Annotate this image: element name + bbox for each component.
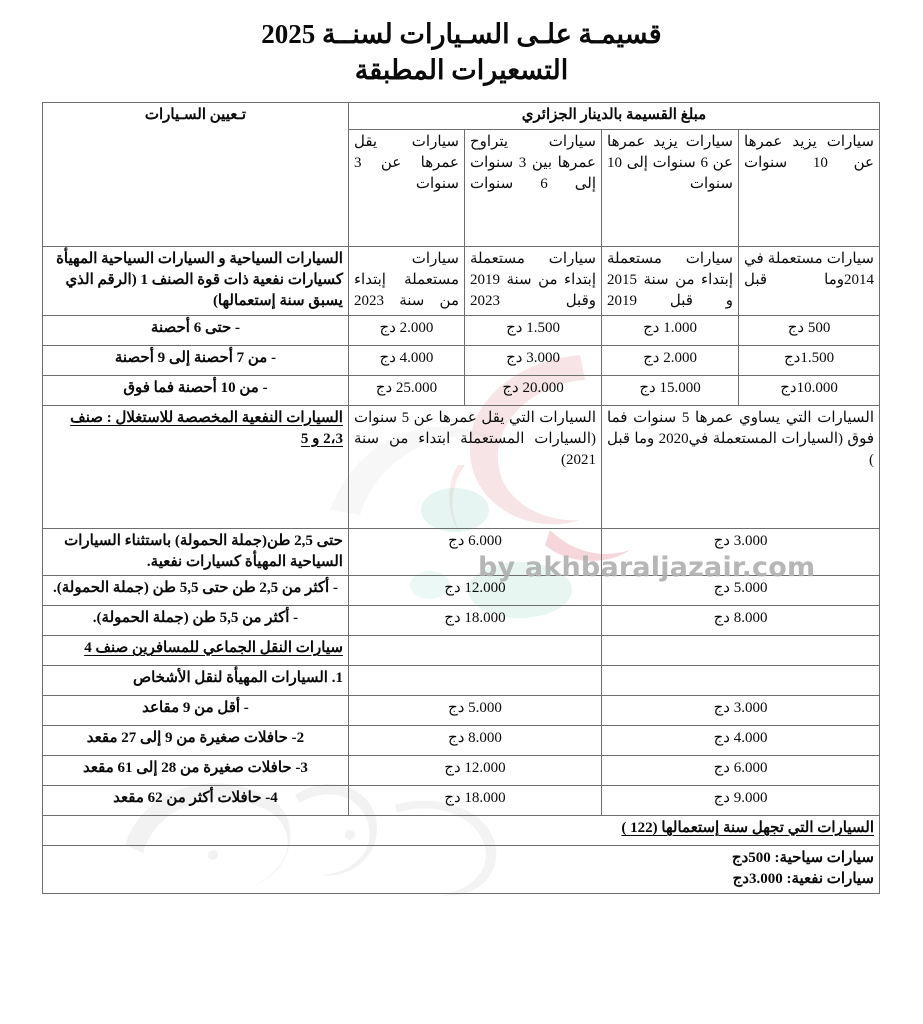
s1-r2-v1: 4.000 دج (348, 345, 464, 375)
section4-lines (42, 846, 879, 894)
s3-head-blank-2 (602, 636, 880, 666)
s3-r1-v1: 5.000 دج (348, 696, 601, 726)
s3-head-blank-1 (348, 636, 601, 666)
page-title-line-1: قسيمـة علـى السـيارات لسنــة 2025 (261, 19, 662, 49)
s3-r2-v2: 4.000 دج (602, 726, 880, 756)
s1-r3-v1: 25.000 دج (348, 375, 464, 405)
s1-r2-label: - من 7 أحصنة إلى 9 أحصنة (42, 345, 348, 375)
section1-designation: السيارات السياحية و السيارات السياحية المهيأة كسيارات نفعية ذات قوة الصنف 1 (الرقم الذي يسبق سنة إستعمالها) (42, 246, 348, 315)
s1-r3-v3: 15.000 دج (602, 375, 739, 405)
tax-table-wrapper (43, 102, 880, 893)
section2-subcol-1: السيارات التي يقل عمرها عن 5 سنوات (السيارات المستعملة ابتداء من سنة 2021) (348, 405, 601, 528)
header-amount-title: مبلغ القسيمة بالدينار الجزائري (348, 103, 879, 129)
section3-heading: سيارات النقل الجماعي للمسافرين صنف 4 (42, 636, 348, 666)
table-row-section4-header (42, 816, 879, 846)
s2-r1-v2: 3.000 دج (602, 528, 880, 576)
s2-r2-v1: 12.000 دج (348, 576, 601, 606)
table-row (42, 606, 879, 636)
s3-r1-v2: 3.000 دج (602, 696, 880, 726)
s3-sub-blank-2 (602, 666, 880, 696)
header-age-col-2: سيارات يتراوح عمرها بين 3 سنوات إلى 6 سنوات (465, 129, 602, 246)
s1-r1-v1: 2.000 دج (348, 315, 464, 345)
header-year-col-1: سيارات مستعملة إبتداء من سنة 2023 (348, 246, 464, 315)
table-row (42, 696, 879, 726)
vignette-tariff-table (42, 102, 880, 893)
s1-r3-label: - من 10 أحصنة فما فوق (42, 375, 348, 405)
s3-r2-v1: 8.000 دج (348, 726, 601, 756)
header-designation-title: تـعيين السـيارات (42, 103, 348, 246)
section2-heading: السيارات النفعية المخصصة للاستغلال : صنف 2،3 و 5 (42, 405, 348, 528)
table-row-section3-header (42, 636, 879, 666)
table-row (42, 345, 879, 375)
table-row-section3-subheader (42, 666, 879, 696)
table-header-row-years (42, 246, 879, 315)
s1-r1-v4: 500 دج (739, 315, 880, 345)
table-row (42, 786, 879, 816)
s1-r3-v2: 20.000 دج (465, 375, 602, 405)
section2-subcol-2: السيارات التي يساوي عمرها 5 سنوات فما فوق (السيارات المستعملة في2020 وما قبل ) (602, 405, 880, 528)
s2-r3-v2: 8.000 دج (602, 606, 880, 636)
header-age-col-4: سيارات يزيد عمرها عن 10 سنوات (739, 129, 880, 246)
s2-r1-v1: 6.000 دج (348, 528, 601, 576)
s2-r3-v1: 18.000 دج (348, 606, 601, 636)
s3-r3-label: 3- حافلات صغيرة من 28 إلى 61 مقعد (42, 756, 348, 786)
section4-heading: السيارات التي تجهل سنة إستعمالها (122 ) (42, 816, 879, 846)
section4-line-2: سيارات نفعية: 3.000دج (732, 871, 874, 888)
page-title-line-2: التسعيرات المطبقة (354, 55, 569, 86)
s3-r2-label: 2- حافلات صغيرة من 9 إلى 27 مقعد (42, 726, 348, 756)
s1-r1-v2: 1.500 دج (465, 315, 602, 345)
s2-r2-v2: 5.000 دج (602, 576, 880, 606)
page-title (0, 0, 923, 88)
header-age-col-3: سيارات يزيد عمرها عن 6 سنوات إلى 10 سنوات (602, 129, 739, 246)
table-row (42, 375, 879, 405)
s3-r4-label: 4- حافلات أكثر من 62 مقعد (42, 786, 348, 816)
s1-r2-v4: 1.500دج (739, 345, 880, 375)
s3-r3-v2: 6.000 دج (602, 756, 880, 786)
table-header-row-title (42, 103, 879, 129)
table-row (42, 315, 879, 345)
s3-sub-blank-1 (348, 666, 601, 696)
header-age-col-1: سيارات يقل عمرها عن 3 سنوات (348, 129, 464, 246)
s1-r2-v2: 3.000 دج (465, 345, 602, 375)
table-row-section2-header (42, 405, 879, 528)
section4-line-1: سيارات سياحية: 500دج (731, 850, 874, 867)
table-row (42, 756, 879, 786)
s2-r3-label: - أكثر من 5,5 طن (جملة الحمولة). (42, 606, 348, 636)
s3-r4-v2: 9.000 دج (602, 786, 880, 816)
s1-r3-v4: 10.000دج (739, 375, 880, 405)
table-row (42, 726, 879, 756)
s3-r4-v1: 18.000 دج (348, 786, 601, 816)
table-row-section4-lines (42, 846, 879, 894)
s1-r2-v3: 2.000 دج (602, 345, 739, 375)
site-watermark: by akhbaraljazair.com (478, 552, 816, 583)
s3-r1-label: - أقل من 9 مقاعد (42, 696, 348, 726)
s2-r2-label: - أكثر من 2,5 طن حتى 5,5 طن (جملة الحمولة). (42, 576, 348, 606)
header-year-col-4: سيارات مستعملة في 2014وما قبل (739, 246, 880, 315)
s2-r1-label: حتى 2,5 طن(جملة الحمولة) باستثناء السيارات السياحية المهيأة كسيارات نفعية. (42, 528, 348, 576)
s1-r1-v3: 1.000 دج (602, 315, 739, 345)
s1-r1-label: - حتى 6 أحصنة (42, 315, 348, 345)
header-year-col-2: سيارات مستعملة إبتداء من سنة 2019 وقبل 2023 (465, 246, 602, 315)
section3-subheading: 1. السيارات المهيأة لنقل الأشخاص (42, 666, 348, 696)
header-year-col-3: سيارات مستعملة إبتداء من سنة 2015 و قبل 2019 (602, 246, 739, 315)
s3-r3-v1: 12.000 دج (348, 756, 601, 786)
